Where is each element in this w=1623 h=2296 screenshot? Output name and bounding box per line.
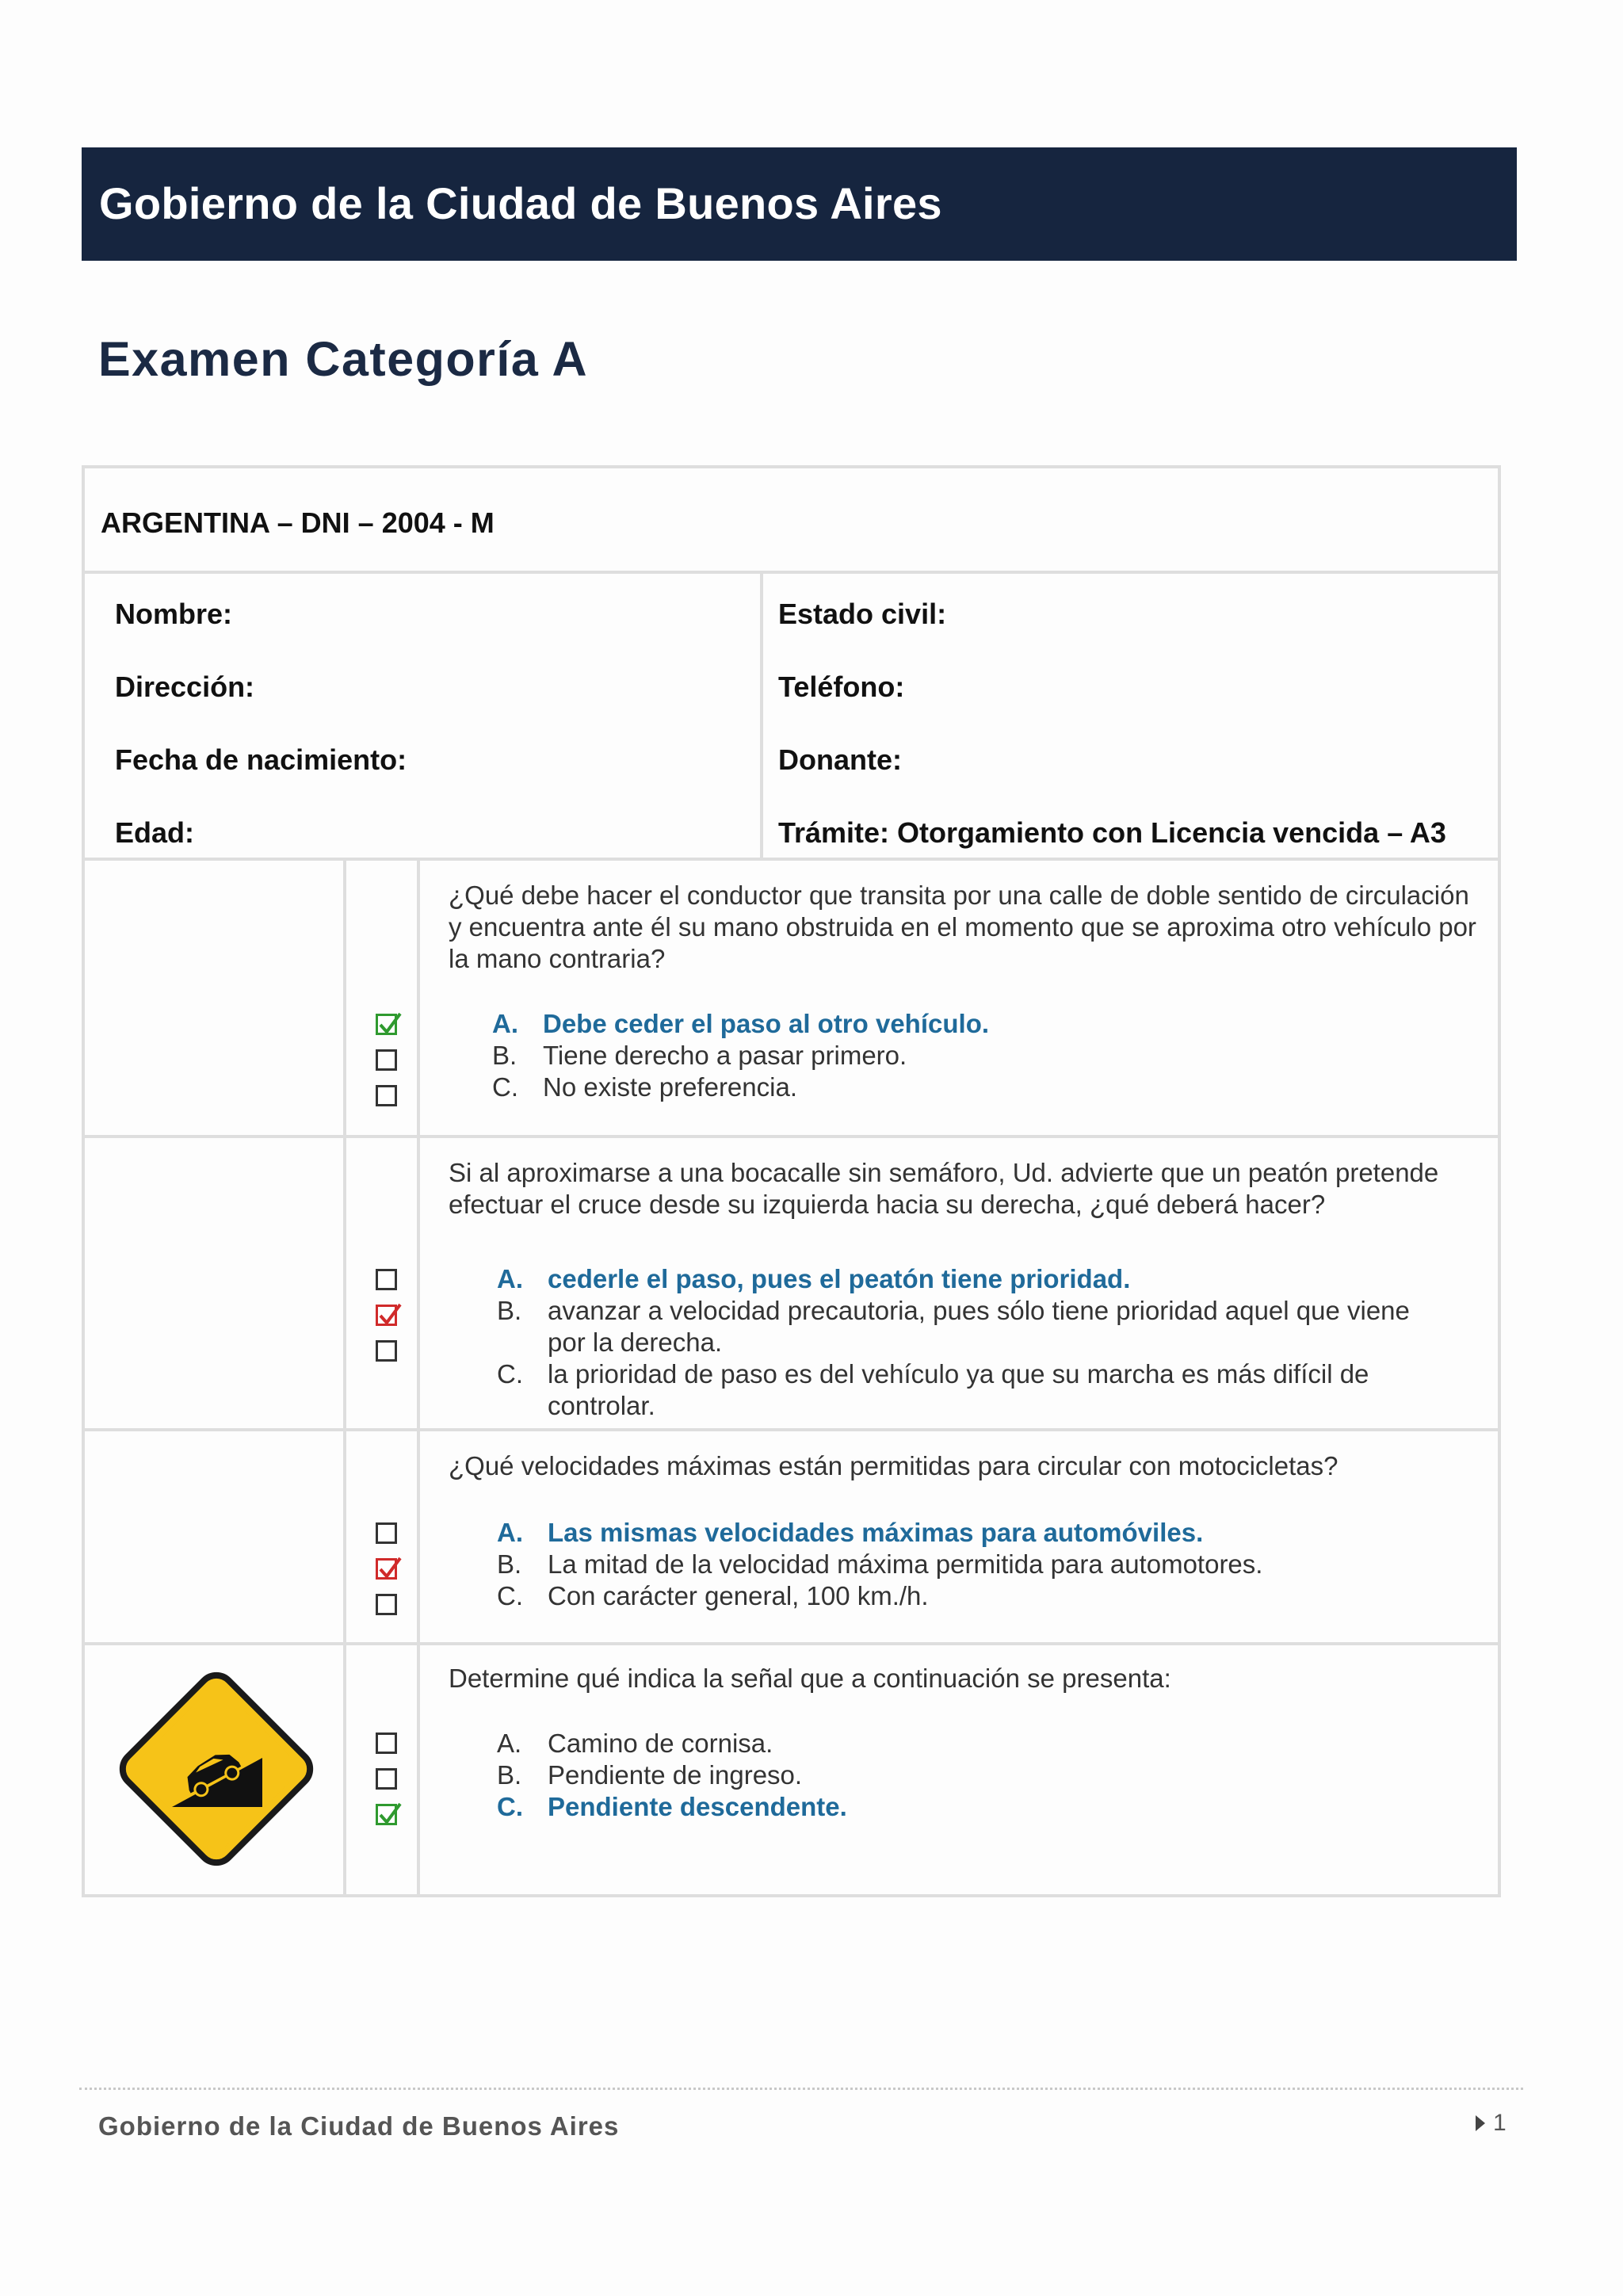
check-icon [376,1801,403,1828]
footer-text: Gobierno de la Ciudad de Buenos Aires [98,2111,620,2141]
question-text: Determine qué indica la señal que a continuación se presenta: [449,1664,1171,1693]
row-divider [417,1431,420,1642]
option-a: A. Debe ceder el paso al otro vehículo. [492,1009,990,1038]
check-icon [376,1302,403,1329]
field-nombre: Nombre: [115,598,233,630]
options-list [497,1517,1487,1612]
row-divider [417,1645,420,1894]
option-b: B. Tiene derecho a pasar primero. [492,1041,907,1070]
answer-checkbox-c[interactable] [376,1594,397,1615]
field-telefono: Teléfono: [778,670,905,703]
options-list [497,1728,1487,1823]
page-number [1476,2110,1507,2137]
page-number-value: 1 [1493,2110,1507,2136]
answer-checkbox-c[interactable] [376,1340,397,1362]
answer-checkbox-a[interactable] [376,1522,397,1544]
row-divider [343,861,346,1135]
field-fecha-nacimiento: Fecha de nacimiento: [115,743,407,776]
option-c: C. Con carácter general, 100 km./h. [497,1581,929,1610]
exam-form [82,465,1501,1897]
id-line: ARGENTINA – DNI – 2004 - M [101,506,495,539]
answer-checkbox-c[interactable] [376,1804,397,1825]
option-b: B. Pendiente de ingreso. [497,1760,803,1790]
header-title: Gobierno de la Ciudad de Buenos Aires [99,178,942,228]
option-c: C. Pendiente descendente. [497,1792,847,1821]
question-text: ¿Qué debe hacer el conductor que transita por una calle de doble sentido de circulación y encuentra ante él su mano obstruida en el momento que se aproxima otro vehículo por la mano contraria? [449,881,1476,973]
question-row [85,1645,1498,1894]
answer-checkbox-b[interactable] [376,1558,397,1580]
answer-checkbox-b[interactable] [376,1768,397,1790]
field-direccion: Dirección: [115,670,255,703]
option-b: B. avanzar a velocidad precautoria, pues sólo tiene prioridad aquel que viene por la derecha. [497,1296,1410,1357]
check-icon [376,1011,403,1038]
option-c: C. la prioridad de paso es del vehículo ya que su marcha es más difícil de controlar. [497,1359,1369,1420]
options-list [497,1263,1448,1422]
personal-data-section [85,574,1498,861]
row-divider [343,1138,346,1428]
slope-warning-sign-icon [107,1660,326,1878]
play-arrow-icon [1476,2115,1485,2131]
question-text: ¿Qué velocidades máximas están permitidas para circular con motocicletas? [449,1451,1338,1480]
row-divider [417,861,420,1135]
answer-checkbox-a[interactable] [376,1733,397,1754]
answer-checkbox-a[interactable] [376,1014,397,1035]
check-icon [376,1556,403,1583]
row-divider [343,1645,346,1894]
option-a: A. Las mismas velocidades máximas para automóviles. [497,1518,1204,1547]
option-b: B. La mitad de la velocidad máxima permitida para automotores. [497,1549,1263,1579]
options-list [492,1008,1483,1103]
field-edad: Edad: [115,816,195,849]
footer-divider [79,2088,1523,2090]
row-divider [343,1431,346,1642]
exam-title: Examen Categoría A [98,332,588,386]
id-row [85,468,1498,574]
answer-checkbox-b[interactable] [376,1305,397,1326]
answer-checkbox-c[interactable] [376,1085,397,1106]
question-row [85,861,1498,1138]
option-a: A. Camino de cornisa. [497,1729,773,1758]
header-banner [82,147,1517,261]
answer-checkbox-a[interactable] [376,1269,397,1290]
row-divider [417,1138,420,1428]
field-estado-civil: Estado civil: [778,598,947,630]
option-a: A. cederle el paso, pues el peatón tiene prioridad. [497,1264,1131,1293]
question-row [85,1138,1498,1431]
field-tramite: Trámite: Otorgamiento con Licencia vencida – A3 [778,816,1446,849]
question-row [85,1431,1498,1645]
question-text: Si al aproximarse a una bocacalle sin semáforo, Ud. advierte que un peatón pretende efectuar el cruce desde su izquierda hacia su derecha, ¿qué deberá hacer? [449,1158,1439,1219]
column-divider [760,574,763,858]
field-donante: Donante: [778,743,902,776]
option-c: C. No existe preferencia. [492,1072,797,1102]
answer-checkbox-b[interactable] [376,1049,397,1071]
